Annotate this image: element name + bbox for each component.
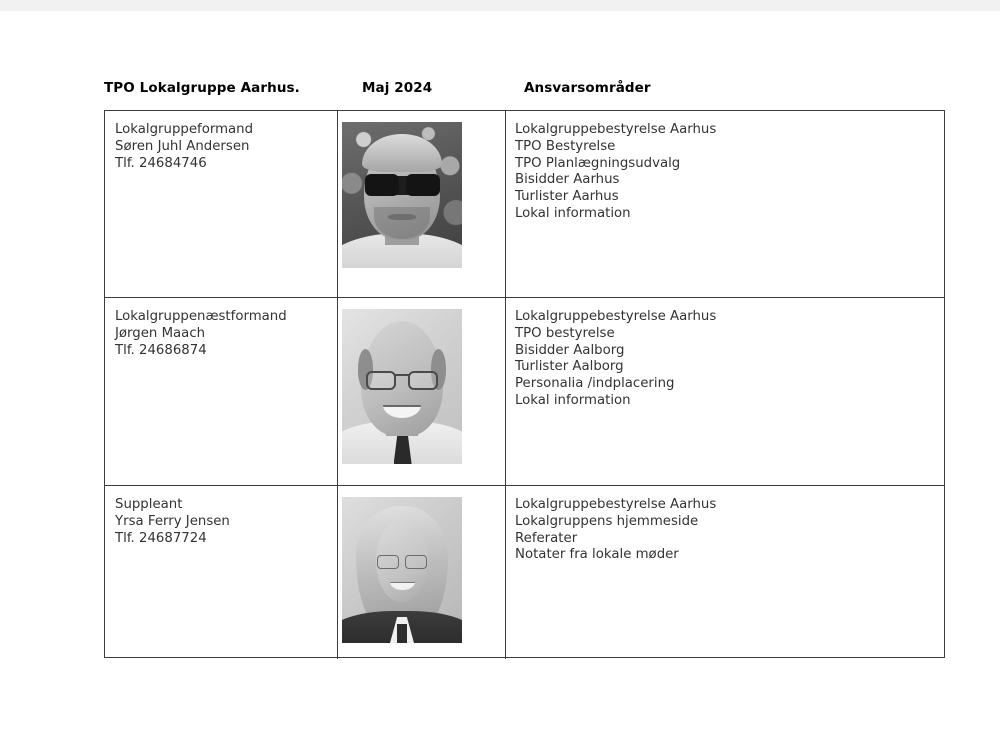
photo-tie [397,624,407,643]
person-phone: Tlf. 24684746 [115,155,207,171]
glasses-lens-left [377,555,399,568]
responsibility-item: Notater fra lokale møder [515,547,679,563]
glasses-lens-right [408,371,438,390]
person-name: Søren Juhl Andersen [115,138,250,154]
responsibility-item: Lokalgruppebestyrelse Aarhus [515,497,717,512]
table-row [105,485,944,659]
portrait-photo [342,309,462,464]
responsibility-item: Bisidder Aalborg [515,342,625,358]
glasses-lens-right [405,555,427,568]
top-gray-band [0,0,1000,11]
glasses-icon [377,555,427,568]
responsibility-item: Bisidder Aarhus [515,172,620,188]
responsibility-item: Turlister Aalborg [515,359,624,375]
person-photo-cell [337,486,505,659]
responsibilities-cell [505,486,944,659]
person-info-cell [105,111,337,297]
person-role: Lokalgruppeformand [115,122,254,137]
person-info-cell [105,298,337,485]
table-row [105,111,944,297]
document-header-row [104,80,946,104]
sunglasses-icon [366,176,439,195]
responsibilities-cell [505,111,944,297]
responsibilities-heading: Ansvarsområder [524,80,651,96]
table-row [105,297,944,485]
responsibility-item: Lokalgruppebestyrelse Aarhus [515,122,717,137]
person-phone: Tlf. 24686874 [115,342,207,358]
responsibility-item: Referater [515,530,578,546]
glasses-lens-left [366,371,396,390]
responsibility-item: Lokal information [515,205,631,221]
responsibility-item: TPO Planlægningsudvalg [515,155,681,171]
responsibility-item: Lokalgruppens hjemmeside [515,513,699,529]
photo-mouth [388,214,417,220]
responsibility-item: Lokalgruppebestyrelse Aarhus [515,309,717,324]
people-table [104,110,945,658]
portrait-photo [342,122,462,268]
responsibility-item: Personalia /indplacering [515,376,675,392]
person-photo-cell [337,111,505,297]
glasses-bridge [395,374,409,376]
person-name: Jørgen Maach [115,325,206,341]
document-page [0,11,1000,750]
person-phone: Tlf. 24687724 [115,530,207,546]
portrait-photo [342,497,462,643]
responsibilities-cell [505,298,944,485]
person-role: Suppleant [115,497,183,512]
responsibility-item: TPO Bestyrelse [515,138,616,154]
responsibility-item: Turlister Aarhus [515,189,619,205]
person-photo-cell [337,298,505,485]
person-name: Yrsa Ferry Jensen [115,513,230,529]
document-date: Maj 2024 [362,80,433,96]
person-role: Lokalgruppenæstformand [115,309,287,324]
person-info-cell [105,486,337,659]
responsibility-item: TPO bestyrelse [515,325,615,341]
responsibility-item: Lokal information [515,392,631,408]
page-title: TPO Lokalgruppe Aarhus. [104,80,300,96]
